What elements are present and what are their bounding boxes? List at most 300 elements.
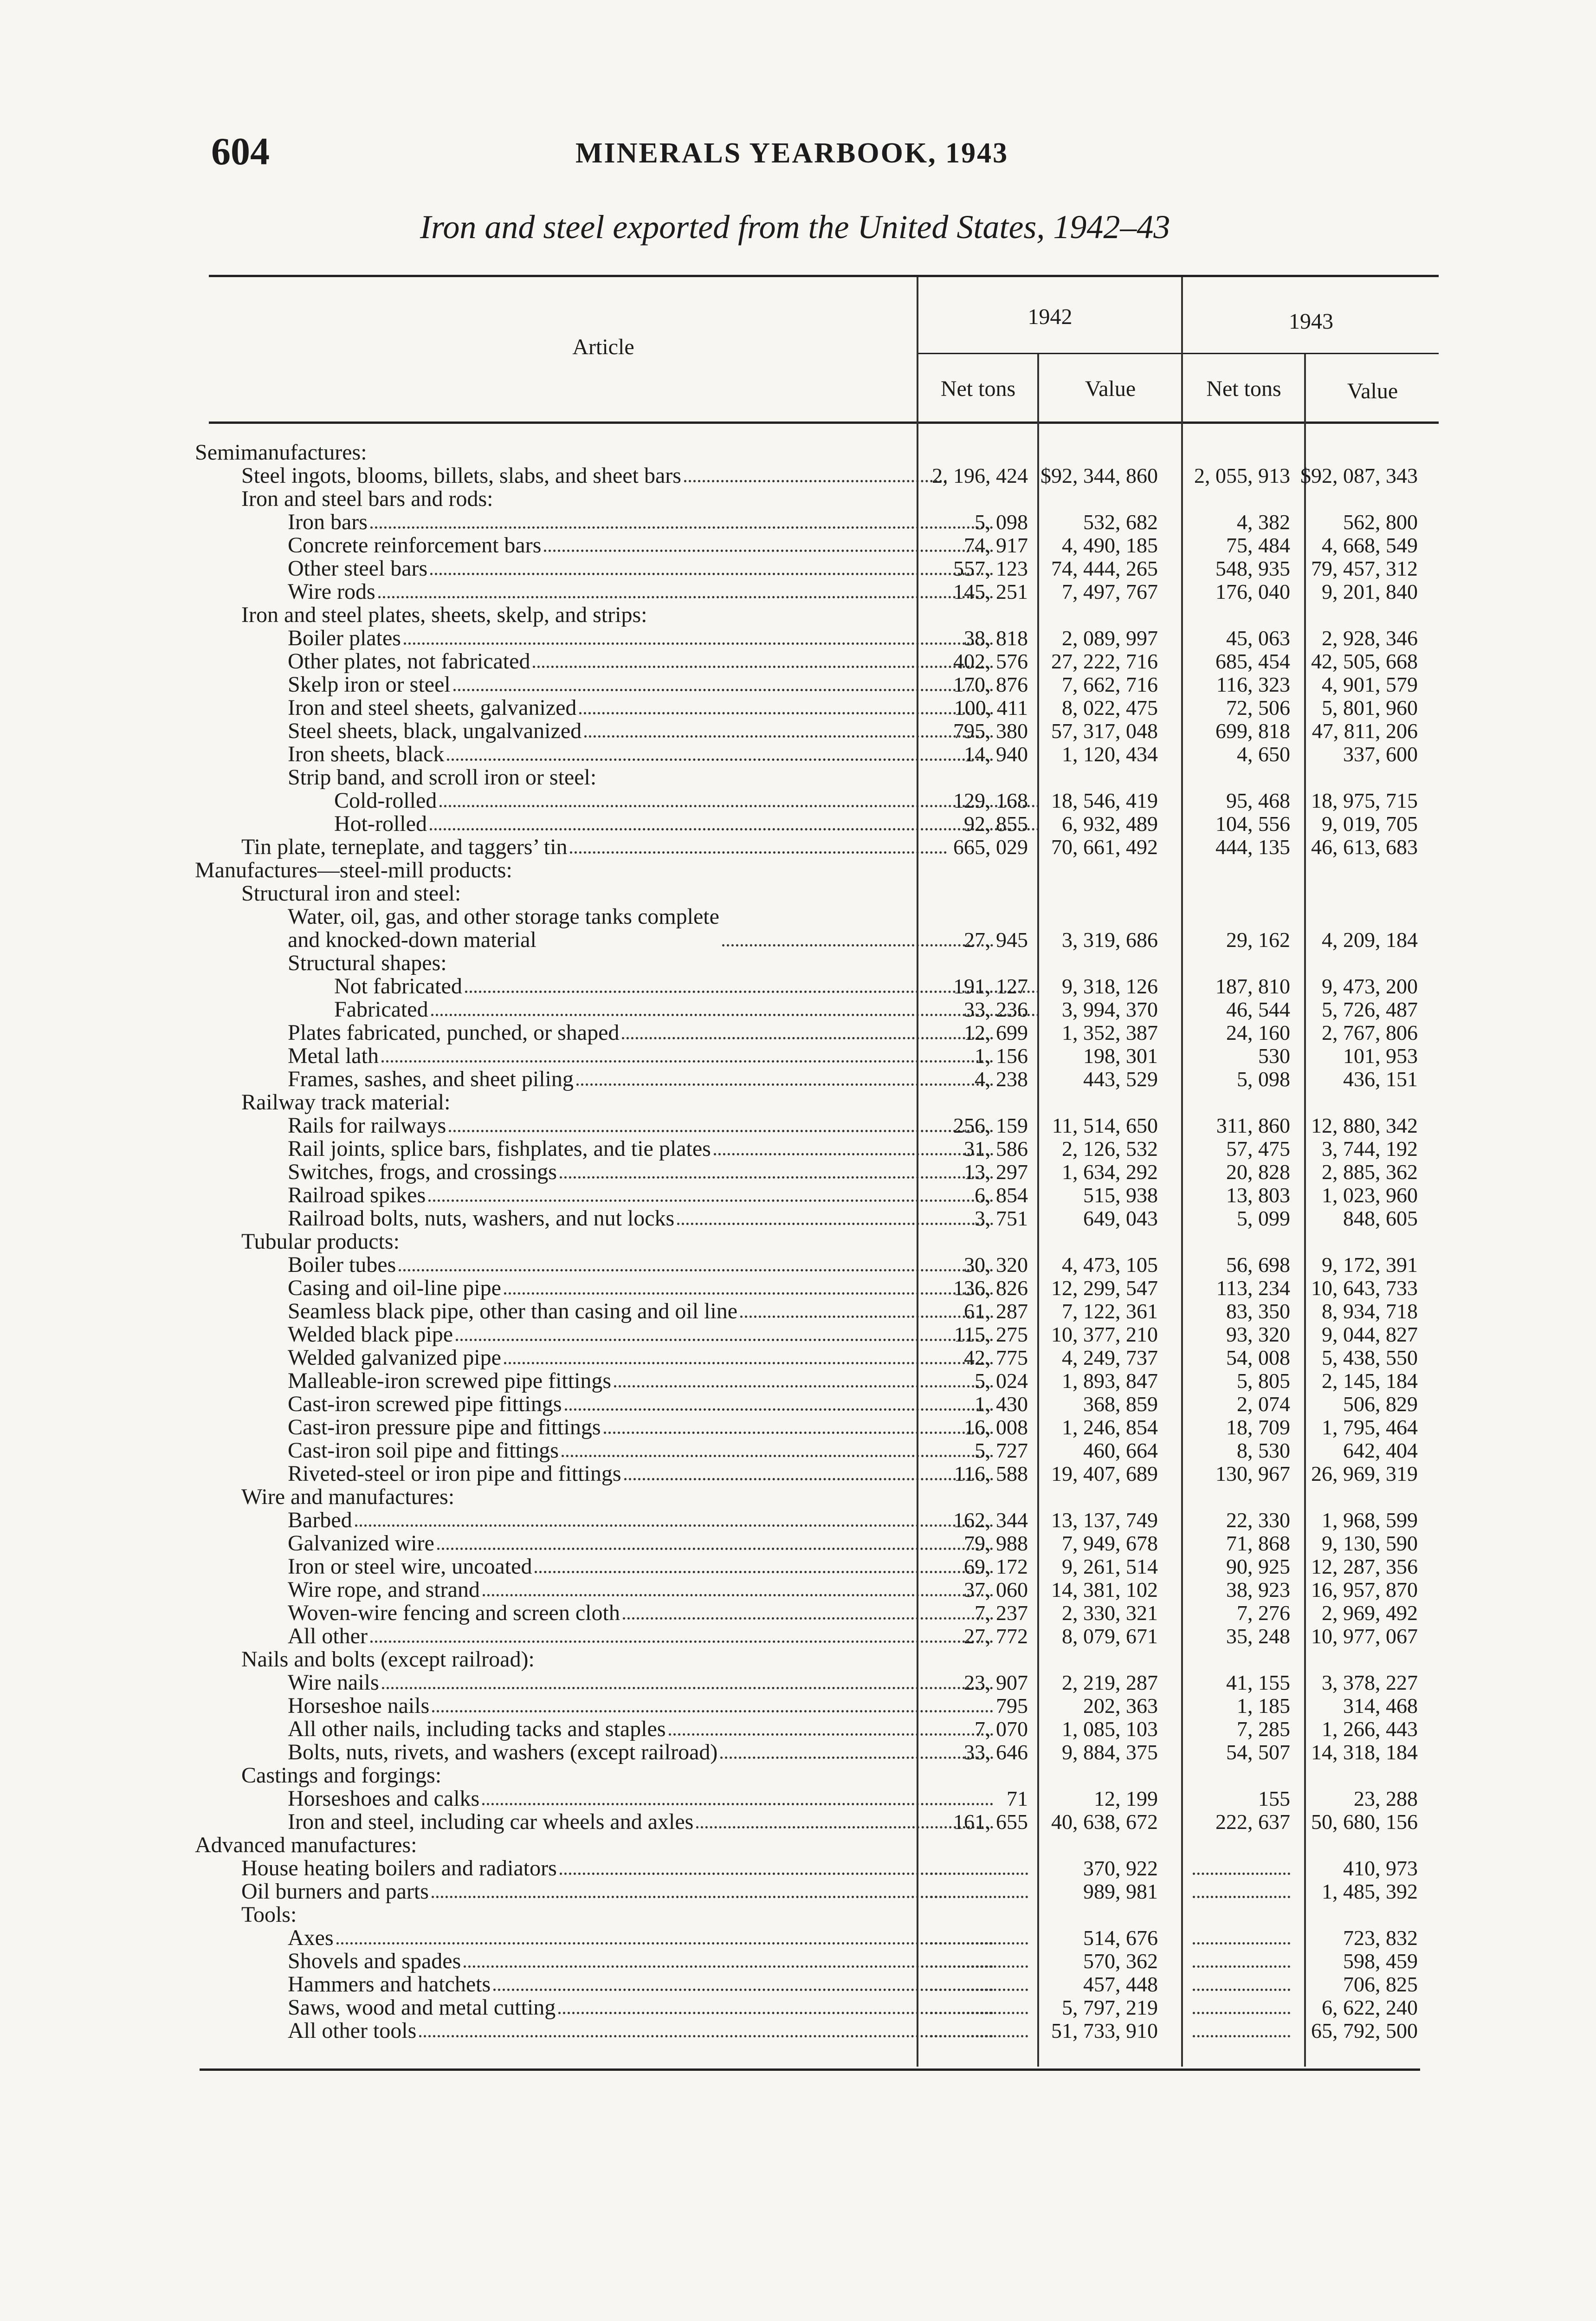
value-1943-cell [1309,557,1418,580]
value-1942-value: 1, 352, 387 [1062,1021,1158,1044]
value-1943-cell [1309,1578,1418,1601]
table-row [0,1416,1596,1439]
net-tons-1943-cell [1188,1926,1290,1950]
net-tons-1943-value: 75, 484 [1226,533,1290,557]
row-label-text: Iron and steel sheets, galvanized [288,696,577,720]
blank-leader [930,1989,1028,1991]
value-1942-value: 1, 085, 103 [1062,1717,1158,1741]
row-label [195,1068,993,1091]
value-1943-cell [1309,1253,1418,1277]
value-1943-cell [1309,1439,1418,1462]
table-row [0,1462,1596,1485]
table-group-heading [0,1648,1596,1671]
value-1942-cell [1044,1207,1158,1230]
row-label-text: Wire nails [288,1671,379,1694]
table-row [0,1741,1596,1764]
table-row [0,673,1596,696]
value-1942-value: 7, 497, 767 [1062,580,1158,603]
net-tons-1942-cell [921,1068,1028,1091]
value-1942-value: 19, 407, 689 [1051,1462,1158,1485]
value-1942-value: 457, 448 [1083,1972,1158,1996]
value-1943-value: 410, 973 [1343,1856,1418,1880]
row-label-text: Skelp iron or steel [288,673,451,696]
net-tons-1942-cell [921,2019,1028,2042]
value-1942-cell [1044,1393,1158,1416]
row-label [195,580,993,603]
value-1942-cell [1044,1601,1158,1625]
table-group-heading [0,766,1596,789]
row-label [195,1439,993,1462]
net-tons-1942-value: 129, 168 [953,789,1028,812]
row-label [195,1462,993,1485]
row-label-text: Welded galvanized pipe [288,1346,501,1369]
net-tons-1942-cell [921,1509,1028,1532]
net-tons-1943-cell [1188,650,1290,673]
net-tons-1942-cell [921,1671,1028,1694]
table-row [0,1694,1596,1718]
net-tons-1943-cell [1188,1300,1290,1323]
year-1942-header: 1942 [1027,305,1073,329]
row-label [195,534,993,557]
row-label [195,998,1040,1021]
net-tons-1943-cell [1188,1718,1290,1741]
value-1943-value: 598, 459 [1343,1949,1418,1973]
net-tons-1942-value: 116, 588 [954,1462,1028,1485]
net-tons-1943-cell [1188,1323,1290,1346]
table-group-heading [0,1903,1596,1926]
row-label [195,696,993,720]
row-label [195,975,1040,998]
value-1943-cell [1309,1532,1418,1555]
net-tons-1942-value: 256, 159 [953,1114,1028,1137]
net-tons-1943-cell [1188,511,1290,534]
net-tons-1943-cell [1188,1462,1290,1485]
net-tons-1942-cell [921,1601,1028,1625]
value-1942-cell [1044,998,1158,1021]
row-label [195,812,1040,836]
row-label [195,905,993,952]
net-tons-1942-value: 7, 237 [975,1601,1028,1625]
row-label-text: House heating boilers and radiators [241,1857,557,1880]
dot-leader [428,1199,993,1202]
page-number: 604 [211,130,270,173]
net-tons-1943-value: 222, 637 [1215,1810,1290,1834]
row-label-text: Nails and bolts (except railroad): [241,1648,535,1671]
net-tons-1943-value: 95, 468 [1226,789,1290,812]
value-1943-value: 9, 130, 590 [1322,1531,1418,1555]
row-label-text: Tin plate, terneplate, and taggers’ tin [241,836,568,859]
value-1943-cell [1309,650,1418,673]
row-label [195,557,993,580]
value-1943-cell [1309,720,1418,743]
table-group-heading [0,882,1596,905]
net-tons-1943-value: 685, 454 [1215,649,1290,673]
value-1943-cell [1309,1625,1418,1648]
value-header-1942: Value [1085,376,1136,401]
year-rule [917,353,1439,354]
value-1943-cell [1309,1857,1418,1880]
value-1942-value: 649, 043 [1083,1206,1158,1230]
net-tons-1943-cell [1188,975,1290,998]
net-tons-1942-value: 27, 772 [964,1624,1028,1648]
row-label-text: Structural shapes: [288,952,447,975]
value-1943-cell [1309,1137,1418,1160]
value-1943-cell [1309,1718,1418,1741]
dot-leader [382,1687,993,1689]
table-group-heading [0,1485,1596,1509]
value-1942-value: 12, 199 [1094,1787,1158,1810]
row-label-text: Tools: [241,1903,297,1926]
net-tons-1942-cell [921,1184,1028,1207]
net-tons-1942-cell [921,1810,1028,1834]
value-1943-cell [1309,1996,1418,2019]
net-tons-1942-cell [921,1393,1028,1416]
value-1942-cell [1044,1416,1158,1439]
row-label-text: Casing and oil-line pipe [288,1277,501,1300]
row-label [195,1253,993,1277]
row-label-text: Structural iron and steel: [241,882,461,905]
net-tons-1943-value: 57, 475 [1226,1137,1290,1160]
row-label [195,1857,947,1880]
net-tons-1942-value: 795, 380 [953,719,1028,743]
net-tons-1943-cell [1188,1741,1290,1764]
row-label-text: Cast-iron pressure pipe and fittings [288,1416,601,1439]
bottom-rule [200,2068,1420,2071]
table-row [0,557,1596,580]
dot-leader [432,1710,993,1712]
row-label [195,1741,993,1764]
value-1942-value: 4, 249, 737 [1062,1346,1158,1369]
dot-leader [483,1594,993,1596]
row-label-text: All other [288,1625,368,1648]
value-1943-cell [1309,1021,1418,1044]
net-tons-1943-value: 45, 063 [1226,626,1290,650]
row-label-text: Water, oil, gas, and other storage tanks complete and knocked-down material [288,905,719,952]
net-tons-1942-value: 2, 196, 424 [932,464,1028,487]
net-tons-1942-cell [921,1950,1028,1973]
value-1943-value: 18, 975, 715 [1311,789,1418,812]
row-label [195,743,993,766]
table-row [0,789,1596,812]
row-label-text: Wire rods [288,580,375,603]
dot-leader [504,1292,993,1295]
net-tons-1943-cell [1188,1996,1290,2019]
value-1943-value: 337, 600 [1343,742,1418,766]
value-1943-value: 5, 438, 550 [1322,1346,1418,1369]
row-label [195,1277,993,1300]
table-group-heading [0,952,1596,975]
net-tons-1943-value: 20, 828 [1226,1160,1290,1184]
value-1943-value: 47, 811, 206 [1312,719,1418,743]
value-1943-value: 1, 266, 443 [1322,1717,1418,1741]
value-1942-value: 515, 938 [1083,1183,1158,1207]
value-1942-cell [1044,1346,1158,1369]
row-label [195,1393,993,1416]
table-row [0,1555,1596,1578]
value-1942-value: 2, 089, 997 [1062,626,1158,650]
blank-leader [1193,2012,1290,2014]
net-tons-1943-cell [1188,836,1290,859]
row-label [195,1184,993,1207]
net-tons-1942-value: 27, 945 [964,928,1028,952]
row-label-text: Railway track material: [241,1091,451,1114]
value-1943-value: 2, 928, 346 [1322,626,1418,650]
net-tons-1942-value: 5, 727 [975,1439,1028,1462]
table-row [0,1996,1596,2019]
value-1943-value: 4, 901, 579 [1322,673,1418,696]
value-1942-cell [1044,511,1158,534]
net-tons-1942-cell [921,1718,1028,1741]
value-1943-cell [1309,1068,1418,1091]
value-1942-value: 51, 733, 910 [1051,2019,1158,2042]
net-tons-1943-cell [1188,1044,1290,1068]
net-tons-1942-cell [921,1160,1028,1184]
value-1942-cell [1044,534,1158,557]
net-tons-1943-cell [1188,673,1290,696]
value-1942-value: 8, 079, 671 [1062,1624,1158,1648]
row-label [195,1950,993,1973]
value-1943-value: 10, 643, 733 [1311,1276,1418,1300]
net-tons-1942-value: 31, 586 [964,1137,1028,1160]
value-1942-cell [1044,650,1158,673]
row-label-text: Iron or steel wire, uncoated [288,1555,532,1578]
net-tons-1943-cell [1188,1625,1290,1648]
value-1942-value: 9, 884, 375 [1062,1740,1158,1764]
table-row [0,1578,1596,1601]
row-label-text: Advanced manufactures: [195,1834,417,1857]
value-1942-value: 370, 922 [1083,1856,1158,1880]
table-row [0,1184,1596,1207]
net-tons-1943-value: 83, 350 [1226,1299,1290,1323]
net-tons-1942-value: 23, 907 [964,1671,1028,1694]
dot-leader [370,526,993,529]
net-tons-1942-value: 6, 854 [975,1183,1028,1207]
value-1942-value: 1, 120, 434 [1062,742,1158,766]
net-tons-1943-cell [1188,1160,1290,1184]
net-tons-1943-value: 4, 382 [1237,510,1290,534]
value-1942-value: 70, 661, 492 [1051,835,1158,859]
value-1942-value: 2, 126, 532 [1062,1137,1158,1160]
value-1942-cell [1044,557,1158,580]
row-label-text: Fabricated [334,998,428,1021]
value-1943-cell [1309,1462,1418,1485]
value-1943-value: 12, 287, 356 [1311,1555,1418,1578]
net-tons-1942-cell [921,1346,1028,1369]
row-label [195,789,1040,812]
row-label [195,1300,993,1323]
value-1943-value: 506, 829 [1343,1392,1418,1416]
value-1943-cell [1309,1323,1418,1346]
table-row [0,1601,1596,1625]
table-group-heading [0,487,1596,511]
net-tons-1943-value: 13, 803 [1226,1183,1290,1207]
row-label-text: Rails for railways [288,1114,446,1137]
value-1942-value: 202, 363 [1083,1694,1158,1718]
net-tons-1943-value: 54, 008 [1226,1346,1290,1369]
row-label [195,1369,993,1393]
value-1943-cell [1309,511,1418,534]
dot-leader [570,851,947,854]
value-1943-value: 9, 044, 827 [1322,1323,1418,1346]
value-1942-cell [1044,720,1158,743]
net-tons-1942-cell [921,1253,1028,1277]
value-1943-cell [1309,580,1418,603]
net-tons-1942-value: 162, 344 [953,1508,1028,1532]
value-1942-cell [1044,1184,1158,1207]
net-tons-1942-cell [921,511,1028,534]
row-label-text: Oil burners and parts [241,1880,429,1903]
net-tons-1942-cell [921,464,1028,487]
net-tons-1942-value: 33, 236 [964,998,1028,1021]
row-label-text: Welded black pipe [288,1323,453,1346]
net-tons-1942-value: 69, 172 [964,1555,1028,1578]
table-row [0,1137,1596,1160]
value-1942-cell [1044,1462,1158,1485]
value-1942-cell [1044,696,1158,720]
dot-leader [684,480,947,482]
net-tons-1943-value: 2, 074 [1237,1392,1290,1416]
dot-leader [453,689,993,691]
row-label-text: Hot-rolled [334,812,427,836]
value-1943-cell [1309,1601,1418,1625]
value-1942-cell [1044,1950,1158,1973]
net-tons-1943-cell [1188,905,1290,952]
value-1942-value: 7, 662, 716 [1062,673,1158,696]
net-tons-1942-cell [921,673,1028,696]
value-1943-cell [1309,1369,1418,1393]
net-tons-1943-value: 90, 925 [1226,1555,1290,1578]
table-row [0,1926,1596,1950]
value-1943-value: 9, 473, 200 [1322,974,1418,998]
value-1943-cell [1309,1300,1418,1323]
net-tons-1942-cell [921,1741,1028,1764]
net-tons-1942-value: 38, 818 [964,626,1028,650]
table-row [0,627,1596,650]
net-tons-1942-cell [921,1532,1028,1555]
value-1943-cell [1309,1160,1418,1184]
dot-leader [447,759,993,761]
row-label [195,1485,947,1509]
value-1943-cell [1309,1114,1418,1137]
value-1943-value: 848, 605 [1343,1206,1418,1230]
net-tons-1943-value: 7, 285 [1237,1717,1290,1741]
row-label-text: Other plates, not fabricated [288,650,530,673]
value-1943-value: 23, 288 [1354,1787,1418,1810]
row-label-text: Saws, wood and metal cutting [288,1996,556,2019]
table-row [0,1346,1596,1369]
dot-leader [482,1803,993,1805]
row-label [195,1601,993,1625]
net-tons-1942-cell [921,743,1028,766]
value-1942-cell [1044,1810,1158,1834]
net-tons-1943-value: 4, 650 [1237,742,1290,766]
net-tons-1942-cell [921,1857,1028,1880]
value-1943-cell [1309,673,1418,696]
value-1943-cell [1309,534,1418,557]
row-label-text: Boiler plates [288,627,401,650]
net-tons-1943-cell [1188,580,1290,603]
table-row [0,1393,1596,1416]
row-label [195,627,993,650]
value-1942-cell [1044,1625,1158,1648]
value-1942-cell [1044,1277,1158,1300]
net-tons-1943-cell [1188,720,1290,743]
net-tons-1943-value: 35, 248 [1226,1624,1290,1648]
net-tons-header-1943: Net tons [1206,376,1281,401]
net-tons-1943-cell [1188,743,1290,766]
table-row [0,464,1596,487]
value-1943-value: 79, 457, 312 [1311,557,1418,580]
value-1942-cell [1044,1694,1158,1718]
row-label-text: Bolts, nuts, rivets, and washers (except railroad) [288,1741,718,1764]
net-tons-1943-cell [1188,1810,1290,1834]
value-1943-value: 2, 767, 806 [1322,1021,1418,1044]
running-head: MINERALS YEARBOOK, 1943 [575,137,1009,169]
value-1942-cell [1044,1369,1158,1393]
row-label-text: Rail joints, splice bars, fishplates, and tie plates [288,1137,711,1160]
table-row [0,696,1596,720]
net-tons-1943-value: 7, 276 [1237,1601,1290,1625]
value-1942-value: 2, 219, 287 [1062,1671,1158,1694]
net-tons-1942-value: 1, 430 [975,1392,1028,1416]
row-label-text: Wire and manufactures: [241,1485,455,1509]
row-label-text: Tubular products: [241,1230,400,1253]
net-tons-1942-value: 665, 029 [953,835,1028,859]
value-1943-value: 1, 023, 960 [1322,1183,1418,1207]
row-label [195,1694,993,1718]
row-label-text: Manufactures—steel-mill products: [195,859,512,882]
table-row [0,1973,1596,1996]
value-1943-cell [1309,812,1418,836]
table-row [0,511,1596,534]
value-1942-value: 14, 381, 102 [1051,1578,1158,1601]
value-1942-value: 460, 664 [1083,1439,1158,1462]
net-tons-1942-value: 74, 917 [964,533,1028,557]
value-1942-value: 40, 638, 672 [1051,1810,1158,1834]
table-group-heading [0,859,1596,882]
net-tons-1942-value: 5, 098 [975,510,1028,534]
value-1942-value: 4, 490, 185 [1062,533,1158,557]
value-1942-cell [1044,1532,1158,1555]
value-1943-value: 65, 792, 500 [1311,2019,1418,2042]
value-1942-value: 8, 022, 475 [1062,696,1158,720]
value-1943-value: 1, 968, 599 [1322,1508,1418,1532]
value-1942-cell [1044,1021,1158,1044]
value-1943-cell [1309,1787,1418,1810]
value-1942-cell [1044,1509,1158,1532]
net-tons-1943-value: 187, 810 [1215,974,1290,998]
net-tons-1943-value: 130, 967 [1215,1462,1290,1485]
value-1942-value: 7, 949, 678 [1062,1531,1158,1555]
value-1943-value: 3, 378, 227 [1322,1671,1418,1694]
row-label [195,511,993,534]
net-tons-1943-value: 1, 185 [1237,1694,1290,1718]
value-1942-value: 1, 634, 292 [1062,1160,1158,1184]
table-row [0,1950,1596,1973]
row-label-text: Railroad bolts, nuts, washers, and nut locks [288,1207,675,1230]
value-1942-value: 74, 444, 265 [1051,557,1158,580]
value-1942-cell [1044,1857,1158,1880]
blank-leader [1193,1965,1290,1968]
dot-leader [399,1269,993,1271]
net-tons-1942-value: 170, 876 [953,673,1028,696]
row-label [195,1926,993,1950]
net-tons-1942-value: 115, 275 [954,1323,1028,1346]
net-tons-1943-cell [1188,1857,1290,1880]
row-label [195,1834,900,1857]
row-label-text: Axes [288,1926,334,1950]
net-tons-1942-value: 145, 251 [953,580,1028,603]
